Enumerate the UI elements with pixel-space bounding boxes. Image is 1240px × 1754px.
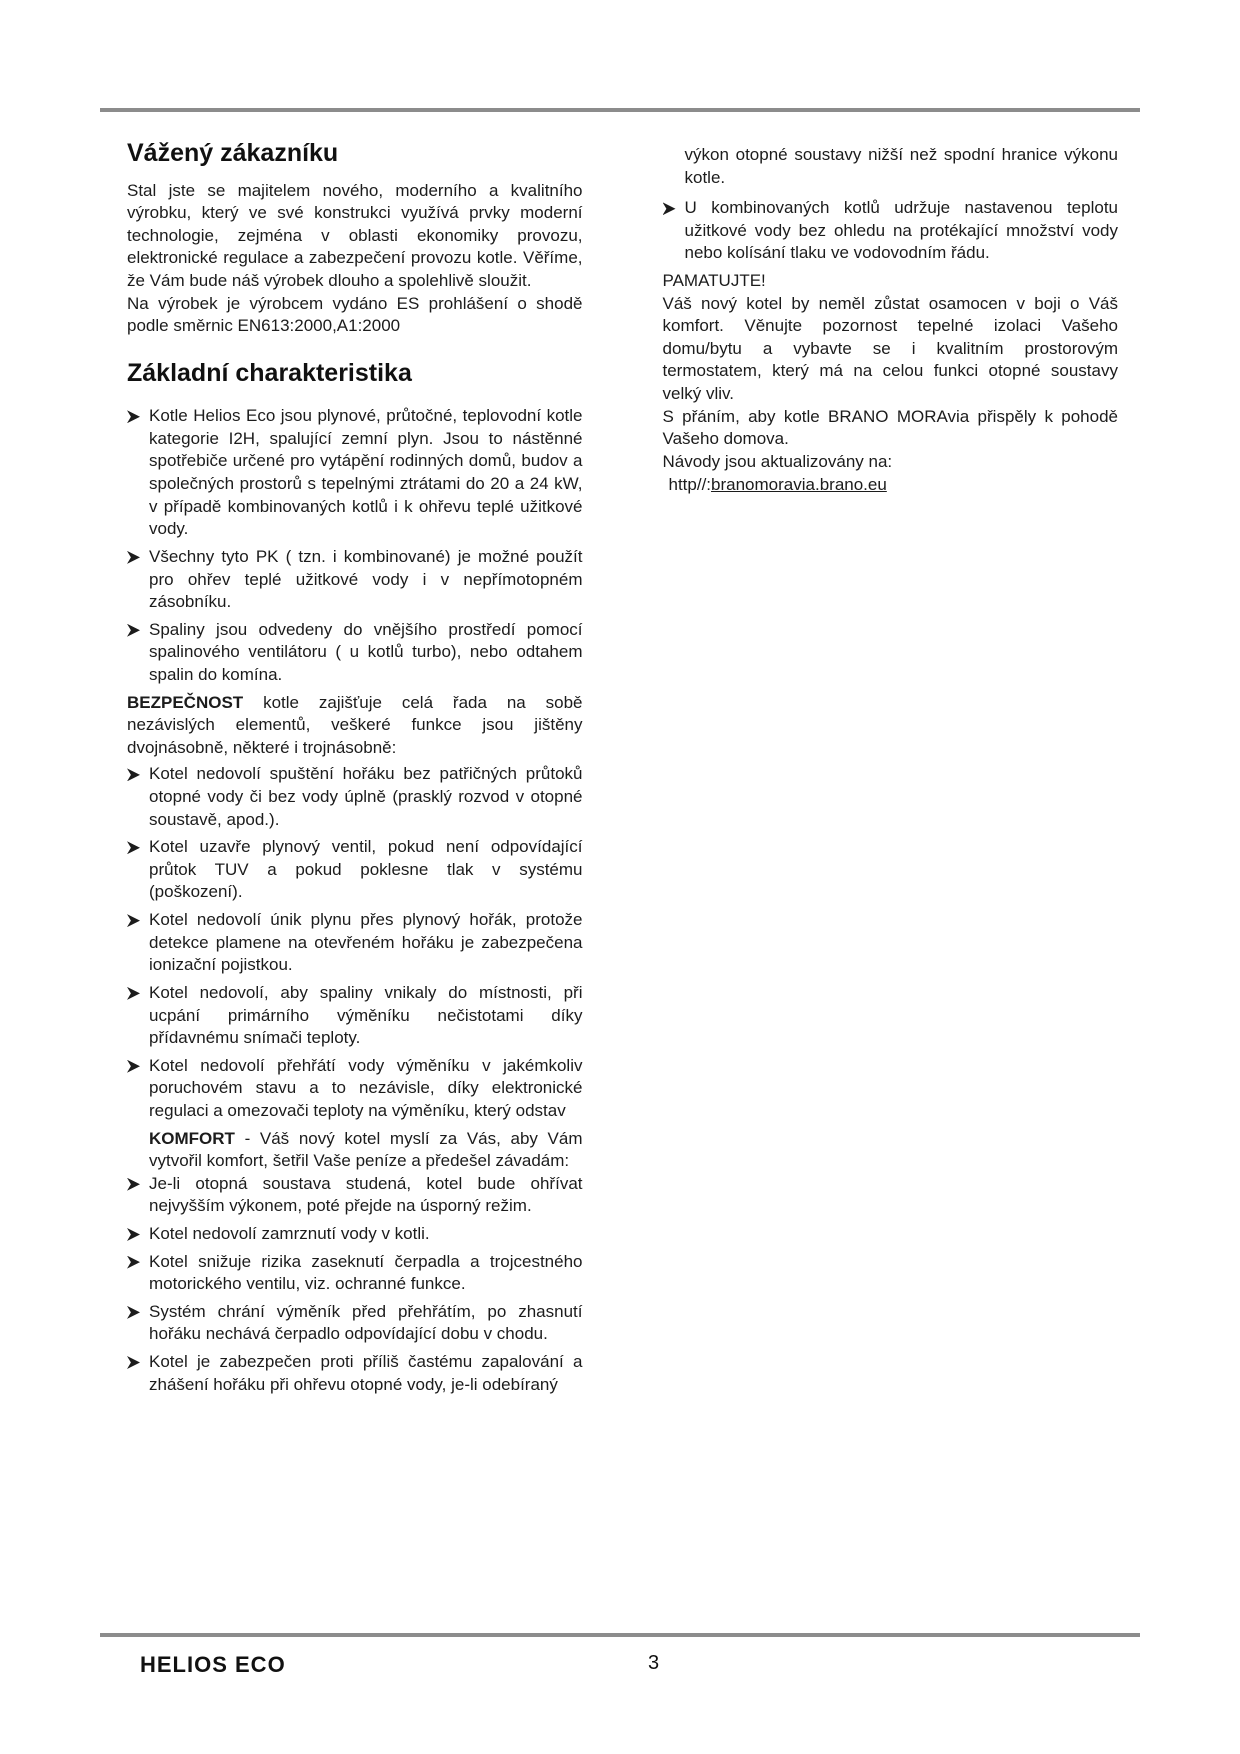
safety-paragraph	[127, 692, 583, 760]
list-item	[127, 405, 583, 541]
comfort-lead: KOMFORT	[149, 1128, 235, 1148]
arrow-bullet-icon	[127, 914, 140, 927]
arrow-bullet-icon	[127, 768, 140, 781]
bullet-text: Je-li otopná soustava studená, kotel bude ohřívat nejvyšším výkonem, poté přejde na úsporný režim.	[149, 1173, 583, 1216]
comfort-paragraph	[127, 1128, 583, 1173]
bullet-text: Kotel nedovolí únik plynu přes plynový hořák, protože detekce plamene na otevřeném hořáku je zabezpečena ionizační pojistkou.	[149, 910, 583, 975]
intro-paragraph-1: Stal jste se majitelem nového, moderního a kvalitního výrobku, který ve své konstrukci využívá prvky moderní technologie, zejména v oblasti ekonomiky provozu, elektronické regulace a zabezpečení provozu kotle. Věříme, že Vám bude náš výrobek dlouho a spolehlivě sloužit.	[127, 180, 583, 290]
page-number: 3	[648, 1652, 660, 1674]
updates-paragraph: Návody jsou aktualizovány na:	[662, 451, 893, 471]
link-prefix: http//:	[668, 474, 712, 494]
website-link[interactable]: branomoravia.brano.eu	[711, 474, 887, 494]
bullet-text: Kotel nedovolí přehřátí vody výměníku v jakémkoliv poruchovém stavu a to nezávisle, díky elektronické regulaci a omezovači teploty na výměníku, který odstav	[149, 1055, 583, 1120]
arrow-bullet-icon	[127, 1060, 140, 1073]
arrow-bullet-icon	[127, 841, 140, 854]
comfort-list	[127, 1173, 583, 1396]
characteristics-list	[127, 405, 583, 686]
arrow-bullet-icon	[663, 202, 676, 215]
top-rule	[100, 108, 1140, 112]
bullet-text: Všechny tyto PK ( tzn. i kombinované) je možné použít pro ohřev teplé užitkové vody i v nepřímotopném zásobníku.	[149, 546, 583, 612]
arrow-bullet-icon	[127, 1178, 140, 1191]
arrow-bullet-icon	[127, 1306, 140, 1319]
website-line	[663, 474, 1119, 497]
list-item	[127, 836, 583, 904]
footer-brand: HELIOS ECO	[140, 1652, 286, 1677]
bullet-text: Kotle Helios Eco jsou plynové, průtočné, teplovodní kotle kategorie I2H, spalující zemní plyn. Jsou to nástěnné spotřebiče určené pro vytápění rodinných domů, budov a společných prostorů s tepelnými ztrátami do 20 a 24 kW, v případě kombinovaných kotlů i k ohřevu teplé užitkové vody.	[149, 406, 583, 539]
list-item	[663, 197, 1119, 265]
heading-welcome: Vážený zákazníku	[127, 139, 339, 167]
arrow-bullet-icon	[127, 1356, 140, 1369]
bullet-text: Kotel snižuje rizika zaseknutí čerpadla a trojcestného motorického ventilu, viz. ochranné funkce.	[149, 1251, 583, 1294]
list-item	[127, 546, 583, 614]
right-column	[663, 140, 1119, 1401]
arrow-bullet-icon	[127, 551, 140, 564]
arrow-bullet-icon	[127, 624, 140, 637]
bullet-text: Systém chrání výměník před přehřátím, po zhasnutí hořáku nechává čerpadlo odpovídající dobu v chodu.	[149, 1301, 583, 1344]
intro-paragraph-2: Na výrobek je výrobcem vydáno ES prohlášení o shodě podle směrnic EN613:2000,A1:2000	[127, 293, 583, 336]
list-item	[127, 982, 583, 1050]
list-item	[127, 1223, 583, 1246]
wish-paragraph: S přáním, aby kotle BRANO MORAvia přispěly k pohodě Vašeho domova.	[662, 406, 1118, 449]
arrow-bullet-icon	[127, 410, 140, 423]
list-item	[127, 1173, 583, 1218]
comfort-rest: - Váš nový kotel myslí za Vás, aby Vám vytvořil komfort, šetřil Vaše peníze a předešel závadám:	[149, 1128, 583, 1171]
bullet-text: Kotel je zabezpečen proti příliš častému zapalování a zhášení hořáku při ohřevu otopné vody, je-li odebíraný	[149, 1352, 583, 1394]
bullet-text: Kotel nedovolí zamrznutí vody v kotli.	[149, 1223, 430, 1243]
list-item	[127, 909, 583, 977]
safety-rest: kotle zajišťuje celá řada na sobě nezávislých elementů, veškeré funkce jsou jištěny dvojnásobně, některé i trojnásobně:	[127, 692, 583, 757]
bullet-text: Kotel nedovolí, aby spaliny vnikaly do místnosti, při ucpání primárního výměníku nečistotami díky přídavnému snímači teploty.	[149, 982, 583, 1048]
left-column	[127, 140, 583, 1401]
remember-paragraph: Váš nový kotel by neměl zůstat osamocen v boji o Váš komfort. Věnujte pozornost tepelné izolaci Vašeho domu/bytu a vybavte se i kvalitním prostorovým termostatem, který má na celou funkci otopné soustavy velký vliv.	[662, 293, 1118, 404]
continuation-paragraph: výkon otopné soustavy nižší než spodní hranice výkonu kotle.	[684, 145, 1118, 187]
list-item	[127, 763, 583, 831]
remember-title: PAMATUJTE!	[662, 271, 766, 291]
arrow-bullet-icon	[127, 987, 140, 1000]
bullet-text: U kombinovaných kotlů udržuje nastavenou teplotu užitkové vody bez ohledu na protékající množství vody nebo kolísání tlaku ve vodovodním řádu.	[684, 198, 1118, 263]
arrow-bullet-icon	[127, 1228, 140, 1241]
safety-list	[127, 763, 583, 1122]
footer-rule	[100, 1633, 1140, 1637]
page-content	[127, 140, 1118, 1401]
bullet-text: Spaliny jsou odvedeny do vnějšího prostředí pomocí spalinového ventilátoru ( u kotlů turbo), nebo odtahem spalin do komína.	[149, 619, 583, 684]
list-item	[127, 1301, 583, 1346]
list-item	[127, 1055, 583, 1123]
bullet-text: Kotel nedovolí spuštění hořáku bez patřičných průtoků otopné vody či bez vody úplně (prasklý rozvod v otopné soustavě, apod.).	[149, 764, 583, 829]
safety-lead: BEZPEČNOST	[127, 692, 244, 712]
heading-characteristics: Základní charakteristika	[127, 358, 412, 387]
bullet-text: Kotel uzavře plynový ventil, pokud není odpovídající průtok TUV a pokud poklesne tlak v systému (poškození).	[149, 837, 583, 902]
arrow-bullet-icon	[127, 1256, 140, 1269]
list-item	[127, 1251, 583, 1296]
list-item	[127, 1351, 583, 1396]
list-item	[127, 619, 583, 687]
